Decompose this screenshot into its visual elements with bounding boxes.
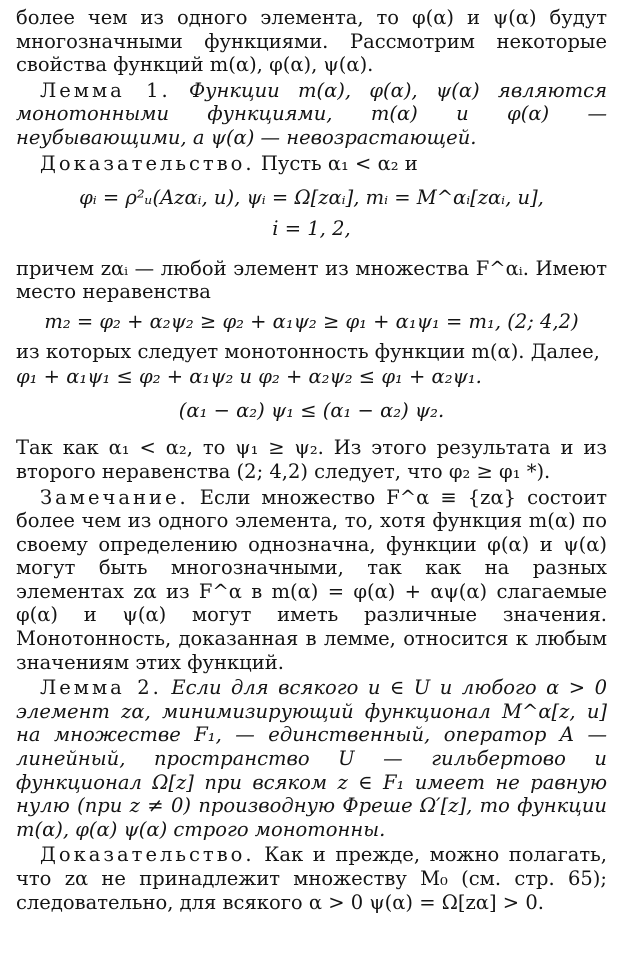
paragraph-proof-2	[16, 843, 607, 914]
equation-two-inequalities: φ₁ + α₁ψ₁ ≤ φ₂ + α₁ψ₂ и φ₂ + α₂ψ₂ ≤ φ₁ + α₂ψ₁.	[16, 365, 482, 389]
text-run: Так как α₁ < α₂, то ψ₁ ≥ ψ₂. Из этого результата и из второго неравенства (2; 4,2) следует, что φ₂ ≥ φ₁ *).	[16, 436, 607, 483]
equation-difference: (α₁ − α₂) ψ₁ ≤ (α₁ − α₂) ψ₂.	[178, 398, 445, 422]
proof-1-heading: Доказательство.	[40, 151, 255, 175]
lemma-1-heading: Лемма 1.	[40, 78, 171, 102]
proof-2-heading: Доказательство.	[40, 843, 255, 867]
paragraph-proof-1	[16, 152, 607, 176]
remark-heading: Замечание.	[40, 485, 189, 509]
lemma-1-statement: Функции m(α), φ(α), ψ(α) являются монотонными функциями, m(α) и φ(α) — неубывающими, а ψ(α) — невозрастающей.	[16, 78, 607, 149]
text-run	[162, 676, 172, 699]
paragraph-monotonicity	[16, 340, 607, 364]
text-run: более чем из одного элемента, то φ(α) и ψ(α) будут многозначными функциями. Рассмотрим некоторые свойства функций m(α), φ(α), ψ(α).	[16, 6, 607, 77]
paragraph-remark	[16, 486, 607, 675]
paragraph-inequalities-intro	[16, 257, 607, 304]
lemma-2-statement: Если для всякого u ∈ U и любого α > 0 элемент zα, минимизирующий функционал M^α[z, u] на множестве F₁, — единственный, оператор A — линейный, пространство U — гильбертово и функционал Ω[z] при всяком z ∈ F₁ имеет не равную нулю (при z ≠ 0) производную Фреше Ω′[z], то функции m(α), φ(α) ψ(α) строго монотонны.	[16, 676, 608, 841]
text-run: Если множество F^α ≡ {zα} состоит более чем из одного элемента, то, хотя функция m(α) по своему определению однозначна, функции φ(α) и ψ(α) могут быть многозначными, так как на разных элементах zα из F^α в m(α) = φ(α) + αψ(α) слагаемые φ(α) и ψ(α) могут иметь различные значения. Монотонность, доказанная в лемме, относится к любым значениям этих функций.	[16, 485, 607, 674]
paragraph-intro	[16, 6, 607, 77]
equation-definitions: φᵢ = ρ²ᵤ(Azαᵢ, u), ψᵢ = Ω[zαᵢ], mᵢ = M^αᵢ[zαᵢ, u],	[79, 186, 544, 210]
text-run	[171, 79, 189, 102]
paragraph-conclusion	[16, 436, 607, 483]
equation-index-range: i = 1, 2,	[272, 217, 351, 241]
text-run: из которых следует монотонность функции m(α). Далее,	[16, 339, 600, 363]
paragraph-lemma-1	[16, 79, 607, 150]
paragraph-lemma-2	[16, 676, 607, 841]
equation-inequality-chain: m₂ = φ₂ + α₂ψ₂ ≥ φ₂ + α₁ψ₂ ≥ φ₁ + α₁ψ₁ = m₁, (2; 4,2)	[44, 309, 579, 333]
text-run: Пусть α₁ < α₂ и	[254, 151, 418, 175]
text-run: Как и прежде, можно полагать, что zα не принадлежит множеству M₀ (см. стр. 65); следовательно, для всякого α > 0 ψ(α) = Ω[zα] > 0.	[16, 843, 607, 914]
lemma-2-heading: Лемма 2.	[40, 676, 162, 700]
text-run: причем zαᵢ — любой элемент из множества F^αᵢ. Имеют место неравенства	[16, 256, 607, 304]
